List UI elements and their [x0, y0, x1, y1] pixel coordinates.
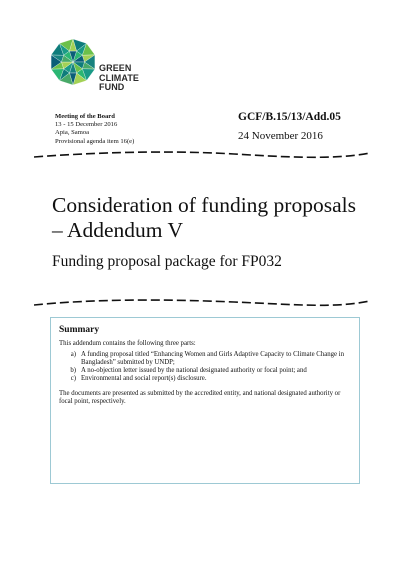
green-climate-fund-logo-icon [49, 38, 97, 86]
meeting-dates: 13 - 15 December 2016 [55, 121, 118, 129]
wave-divider-top [34, 148, 370, 162]
org-name-line-2: CLIMATE [99, 72, 140, 83]
summary-list-item [59, 351, 353, 368]
org-name-line-1: GREEN [99, 63, 132, 73]
summary-heading: Summary [59, 325, 100, 335]
summary-intro: This addendum contains the following three parts: [59, 340, 196, 348]
summary-list-item [59, 375, 353, 383]
document-date: 24 November 2016 [238, 130, 323, 142]
list-text: A funding proposal titled “Enhancing Women and Girls Adaptive Capacity to Climate Change in Bangladesh” submitted by UNDP; [81, 350, 345, 366]
document-title: Consideration of funding proposals – Addendum V [52, 193, 356, 242]
list-marker: b) [70, 367, 76, 375]
wave-divider-bottom [34, 296, 370, 310]
document-reference: GCF/B.15/13/Add.05 [238, 111, 341, 123]
meeting-agenda: Provisional agenda item 16(e) [55, 137, 135, 145]
organization-name [99, 64, 139, 93]
list-text: A no-objection letter issued by the national designated authority or focal point; and [81, 367, 307, 375]
document-subtitle: Funding proposal package for FP032 [52, 253, 282, 270]
meeting-info [55, 113, 134, 146]
summary-closing: The documents are presented as submitted by the accredited entity, and national designated authority or focal point, respectively. [59, 389, 341, 406]
list-marker: c) [70, 375, 76, 383]
summary-box [50, 317, 360, 484]
summary-list-item [59, 367, 353, 375]
summary-list [59, 351, 353, 384]
org-name-line-3: FUND [99, 82, 125, 92]
meeting-place: Apia, Samoa [55, 129, 90, 137]
list-text: Environmental and social report(s) disclosure. [81, 375, 207, 383]
list-marker: a) [70, 350, 76, 358]
meeting-title: Meeting of the Board [55, 113, 115, 120]
